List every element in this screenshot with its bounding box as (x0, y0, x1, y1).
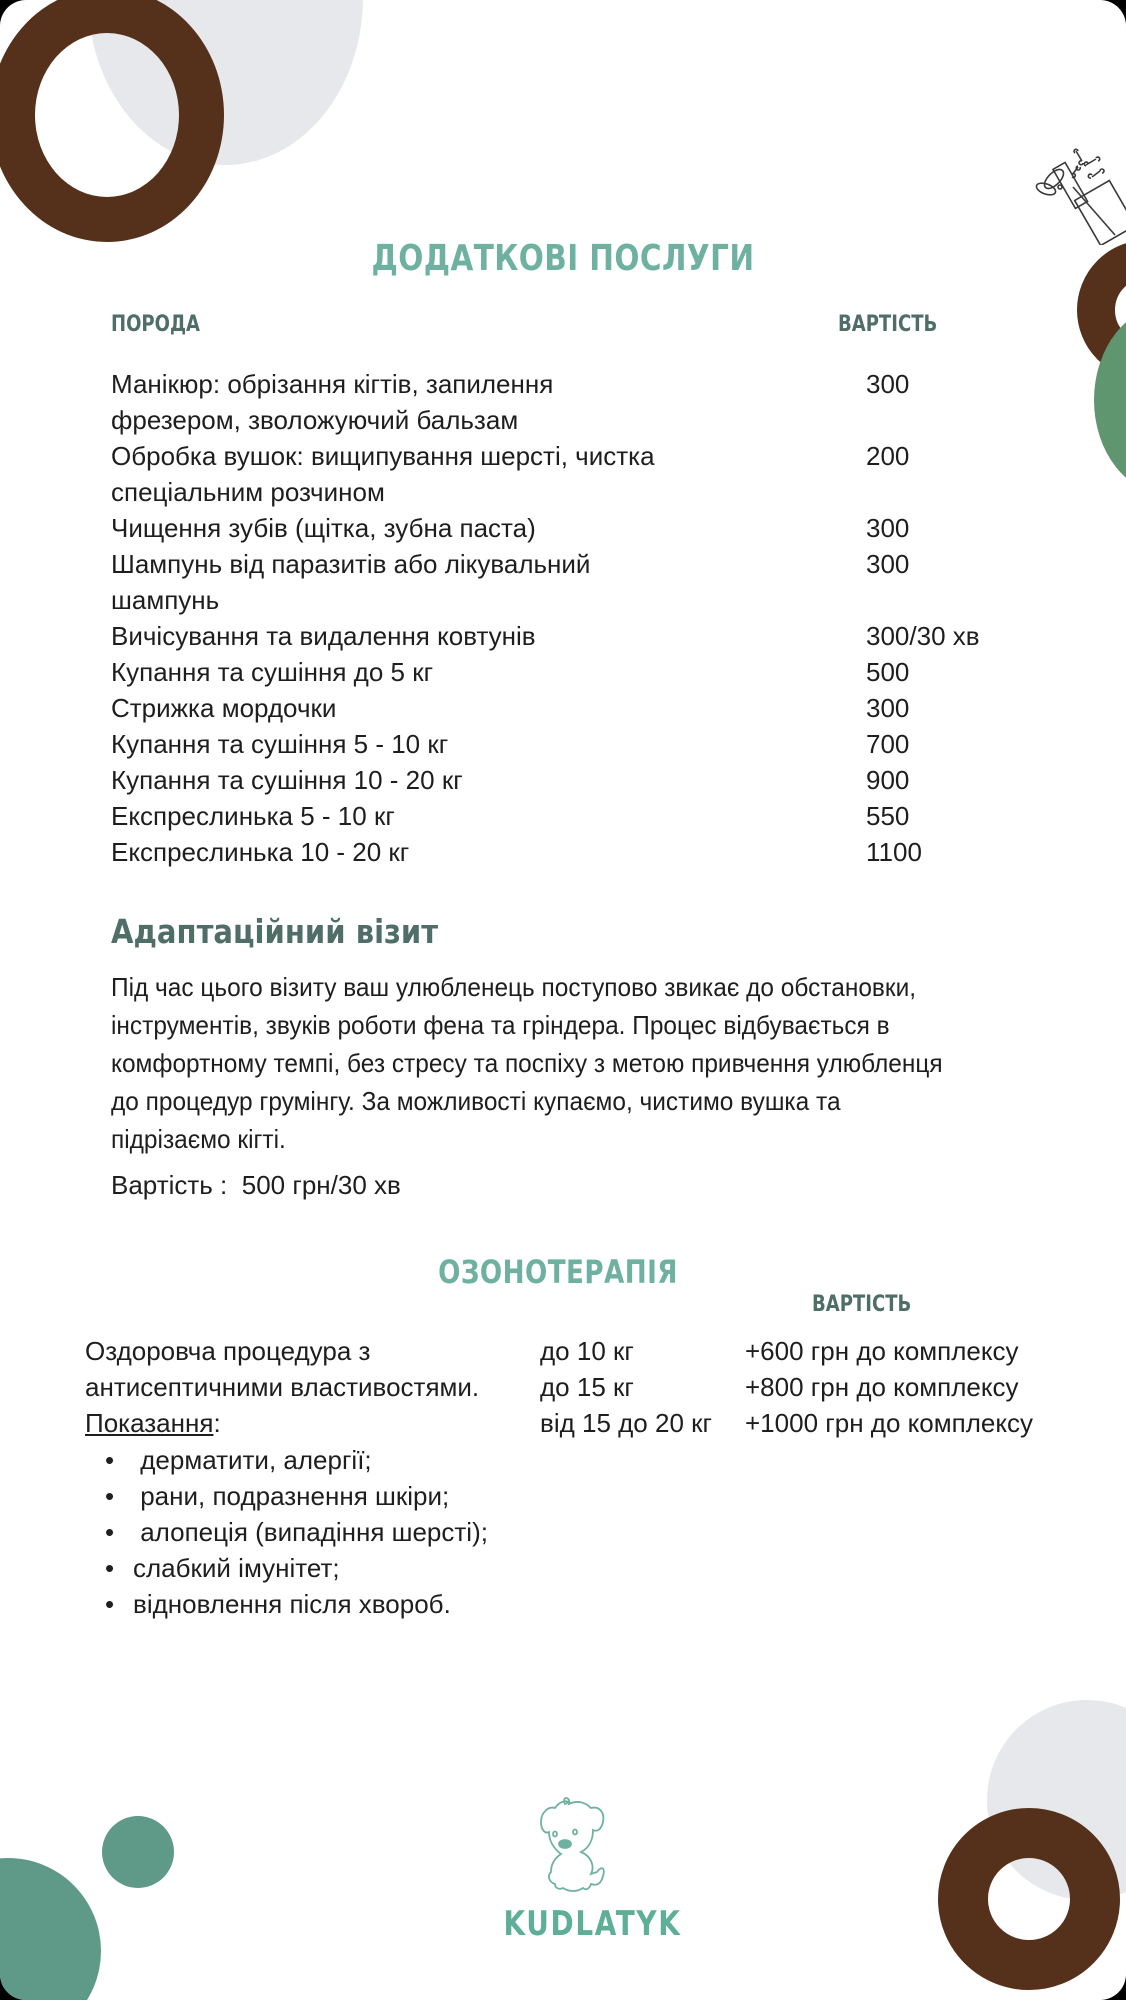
ozone-desc-line-2: антисептичними властивостями. (85, 1372, 480, 1402)
brand-name: KUDLATYK (503, 1904, 682, 1944)
decor-green-circle-large (0, 1858, 101, 2000)
indications-label-text: Показання (85, 1408, 214, 1438)
service-name: Купання та сушіння 10 - 20 кг (111, 765, 463, 795)
indication-item (105, 1514, 488, 1550)
indication-item (105, 1550, 488, 1586)
services-table (111, 366, 1011, 870)
indication-text: дерматити, алергії; (133, 1445, 372, 1475)
decor-brown-ring-bottom-right (938, 1808, 1120, 1990)
indication-item (105, 1478, 488, 1514)
service-row (111, 762, 1011, 798)
service-row (111, 510, 1011, 546)
adaptation-price-label: Вартість : (111, 1170, 228, 1200)
indication-text: рани, подразнення шкіри; (133, 1481, 450, 1511)
indication-text: відновлення після хвороб. (133, 1589, 451, 1619)
service-name: Експреслинька 10 - 20 кг (111, 837, 410, 867)
service-row (111, 834, 1011, 870)
service-row (111, 798, 1011, 834)
service-price: 900 (866, 765, 910, 795)
adaptation-price-value: 500 грн/30 хв (241, 1170, 401, 1200)
ozone-weight: від 15 до 20 кг (540, 1408, 712, 1438)
ozone-price: +600 грн до комплексу (745, 1336, 1019, 1366)
service-name: Манікюр: обрізання кігтів, запилення фрезером, зволожуючий бальзам (111, 369, 554, 435)
ozone-description (85, 1333, 535, 1441)
service-name: Стрижка мордочки (111, 693, 337, 723)
service-price: 500 (866, 657, 910, 687)
indications-list (105, 1442, 488, 1622)
service-name: Купання та сушіння до 5 кг (111, 657, 434, 687)
service-name: Вичісування та видалення ковтунів (111, 621, 536, 651)
service-price: 200 (866, 441, 910, 471)
service-price: 300 (866, 549, 910, 579)
service-name: Експреслинька 5 - 10 кг (111, 801, 395, 831)
indication-item (105, 1442, 488, 1478)
service-name: Обробка вушок: вищипування шерсті, чистка спеціальним розчином (111, 441, 655, 507)
service-row (111, 726, 1011, 762)
bullet-icon: • (105, 1517, 115, 1547)
service-price: 300 (866, 513, 910, 543)
bullet-icon: • (105, 1589, 115, 1619)
ozone-prices (745, 1333, 1033, 1441)
ozone-price: +1000 грн до комплексу (745, 1408, 1034, 1438)
service-row (111, 438, 1011, 510)
column-header-breed: ПОРОДА (111, 312, 201, 337)
column-header-price: ВАРТІСТЬ (838, 312, 938, 337)
indications-colon: : (213, 1408, 221, 1438)
service-price: 300/30 хв (866, 621, 980, 651)
service-row (111, 546, 1011, 618)
additional-services-title: ДОДАТКОВІ ПОСЛУГИ (371, 238, 755, 279)
service-name: Чищення зубів (щітка, зубна паста) (111, 513, 536, 543)
service-price: 300 (866, 369, 910, 399)
ozone-column-header-price: ВАРТІСТЬ (812, 1292, 912, 1317)
ozone-desc-line-1: Оздоровча процедура з (85, 1336, 371, 1366)
decor-brown-ring-top-left (0, 0, 224, 242)
adaptation-visit-price (111, 1170, 401, 1201)
service-row (111, 690, 1011, 726)
service-name: Купання та сушіння 5 - 10 кг (111, 729, 449, 759)
ozone-weight: до 15 кг (540, 1372, 634, 1402)
indication-text: алопеція (випадіння шерсті); (133, 1517, 488, 1547)
ozone-table (0, 1333, 1126, 1453)
brand-logo (490, 1790, 682, 1944)
service-price: 700 (866, 729, 910, 759)
ozone-therapy-title: ОЗОНОТЕРАПІЯ (438, 1253, 678, 1291)
ozone-price: +800 грн до комплексу (745, 1372, 1019, 1402)
ozone-weight: до 10 кг (540, 1336, 634, 1366)
ozone-weights (540, 1333, 712, 1441)
gift-with-bones-icon (1030, 145, 1126, 245)
indication-text: слабкий імунітет; (133, 1553, 340, 1583)
service-row (111, 618, 1011, 654)
service-price: 1100 (866, 837, 922, 867)
service-row (111, 654, 1011, 690)
service-name: Шампунь від паразитів або лікувальний шампунь (111, 549, 591, 615)
service-row (111, 366, 1011, 438)
service-price: 300 (866, 693, 910, 723)
indication-item (105, 1586, 488, 1622)
bullet-icon: • (105, 1481, 115, 1511)
bullet-icon: • (105, 1445, 115, 1475)
fluffy-dog-icon (515, 1790, 615, 1895)
service-price: 550 (866, 801, 910, 831)
bullet-icon: • (105, 1553, 115, 1583)
decor-green-circle-small (102, 1816, 174, 1888)
adaptation-visit-description: Під час цього візиту ваш улюбленець поступово звикає до обстановки, інструментів, звуків роботи фена та гріндера. Процес відбувається в комфортному темпі, без стресу та поспіху з метою привчення улюбленця до процедур грумінгу. За можливості купаємо, чистимо вушка та підрізаємо кігті. (111, 972, 943, 1154)
adaptation-visit-title: Адаптаційний візит (111, 912, 439, 951)
ozone-indications-label (85, 1405, 535, 1441)
